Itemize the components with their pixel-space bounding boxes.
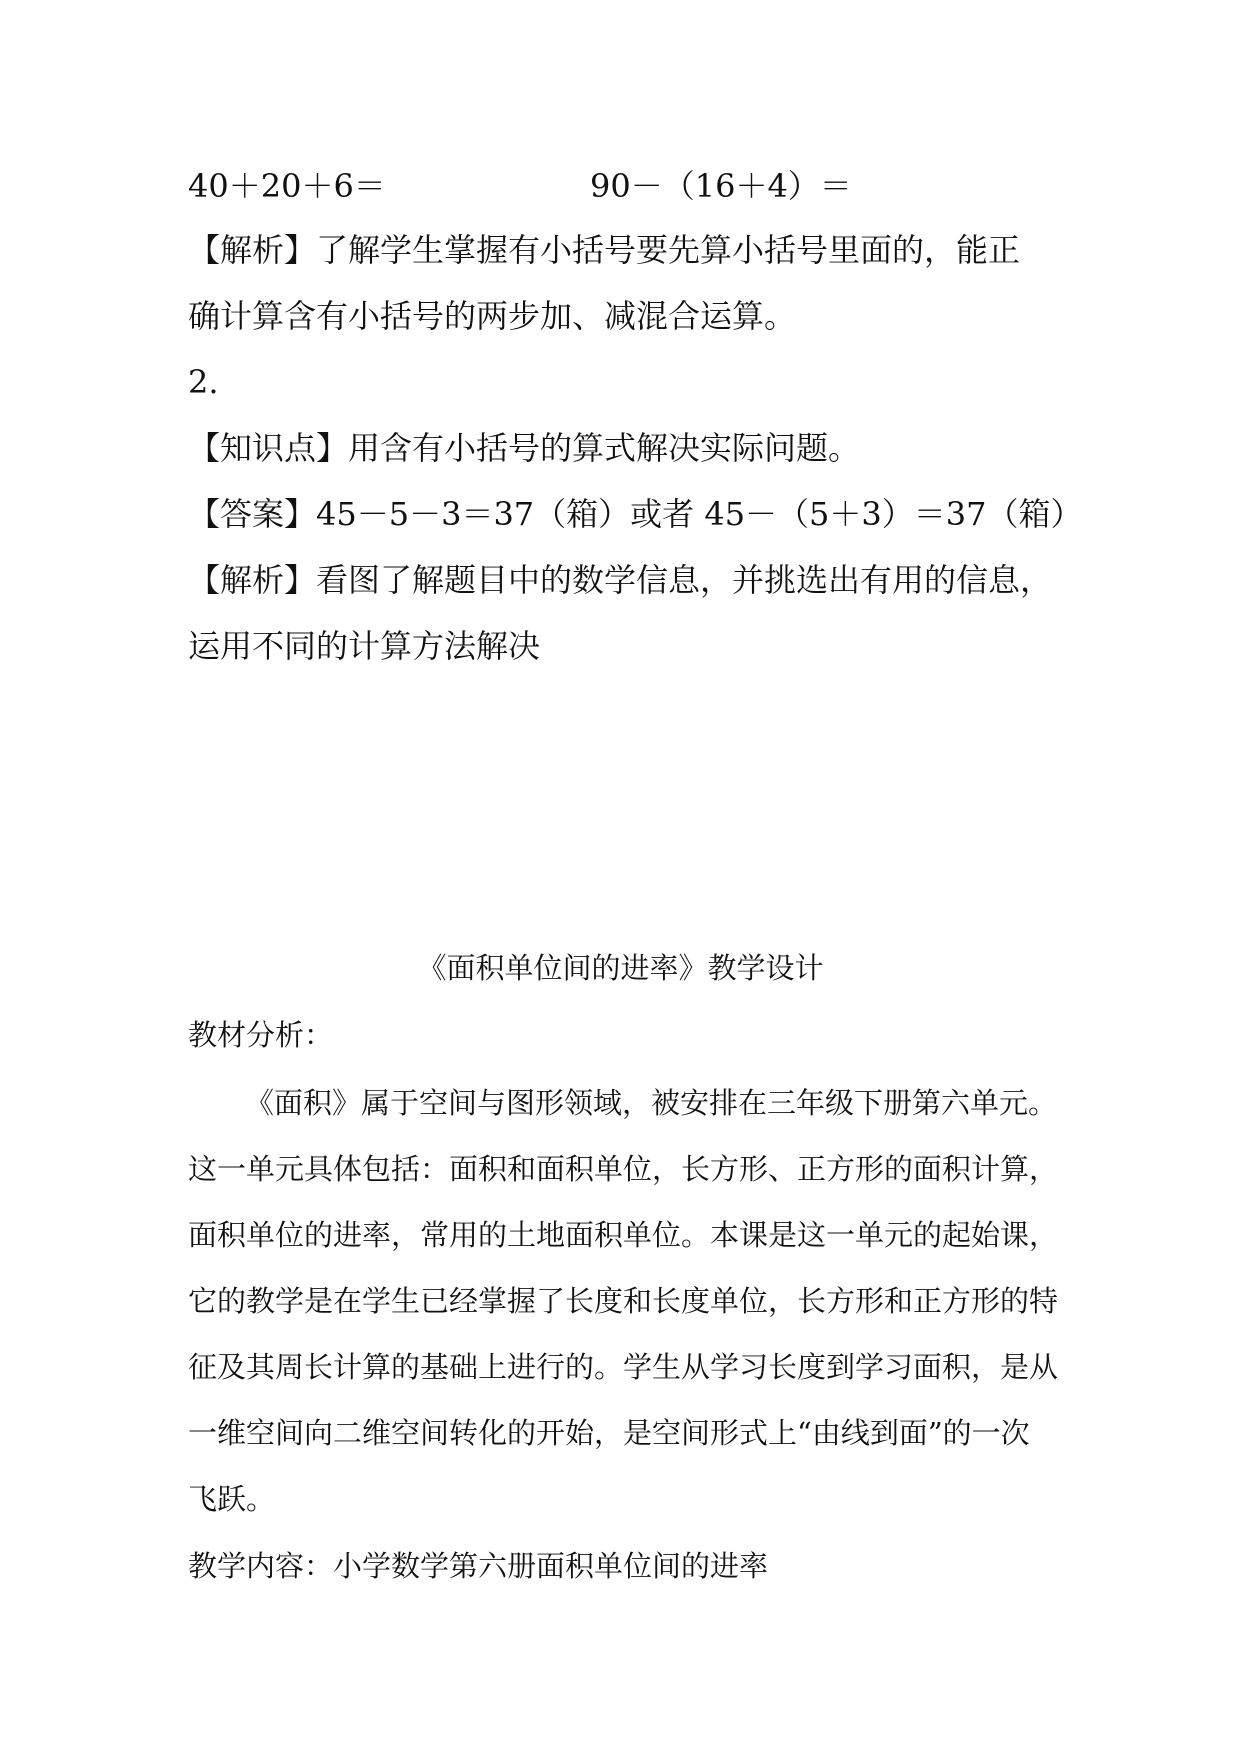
paragraph-line-3: 面积单位的进率，常用的土地面积单位。本课是这一单元的起始课， bbox=[188, 1218, 1059, 1252]
analysis-line-4: 运用不同的计算方法解决 bbox=[188, 627, 541, 665]
paragraph-line-2: 这一单元具体包括：面积和面积单位，长方形、正方形的面积计算， bbox=[188, 1152, 1059, 1186]
paragraph-line-7: 飞跃。 bbox=[188, 1482, 276, 1516]
analysis-line-1: 【解析】了解学生掌握有小括号要先算小括号里面的，能正 bbox=[188, 231, 1021, 269]
paragraph-line-6: 一维空间向二维空间转化的开始，是空间形式上“由线到面”的一次 bbox=[188, 1416, 1030, 1450]
paragraph-line-1: 《面积》属于空间与图形领域，被安排在三年级下册第六单元。 bbox=[245, 1086, 1058, 1120]
paragraph-line-5: 征及其周长计算的基础上进行的。学生从学习长度到学习面积，是从 bbox=[188, 1350, 1059, 1384]
equation-right: 90－（16＋4）＝ bbox=[590, 167, 852, 205]
knowledge-point: 【知识点】用含有小括号的算式解决实际问题。 bbox=[188, 429, 861, 467]
equation-left: 40＋20＋6＝ bbox=[188, 167, 386, 205]
answer-line: 【答案】45－5－3＝37（箱）或者 45－（5＋3）＝37（箱） bbox=[188, 495, 1083, 533]
paragraph-line-4: 它的教学是在学生已经掌握了长度和长度单位，长方形和正方形的特 bbox=[188, 1284, 1059, 1318]
material-heading: 教材分析： bbox=[188, 1018, 334, 1052]
analysis-line-3: 【解析】看图了解题目中的数学信息，并挑选出有用的信息， bbox=[188, 561, 1053, 599]
teaching-content: 教学内容：小学数学第六册面积单位间的进率 bbox=[188, 1549, 769, 1583]
analysis-line-2: 确计算含有小括号的两步加、减混合运算。 bbox=[188, 297, 797, 335]
design-title: 《面积单位间的进率》教学设计 bbox=[417, 951, 824, 985]
question-number: 2. bbox=[188, 363, 219, 401]
